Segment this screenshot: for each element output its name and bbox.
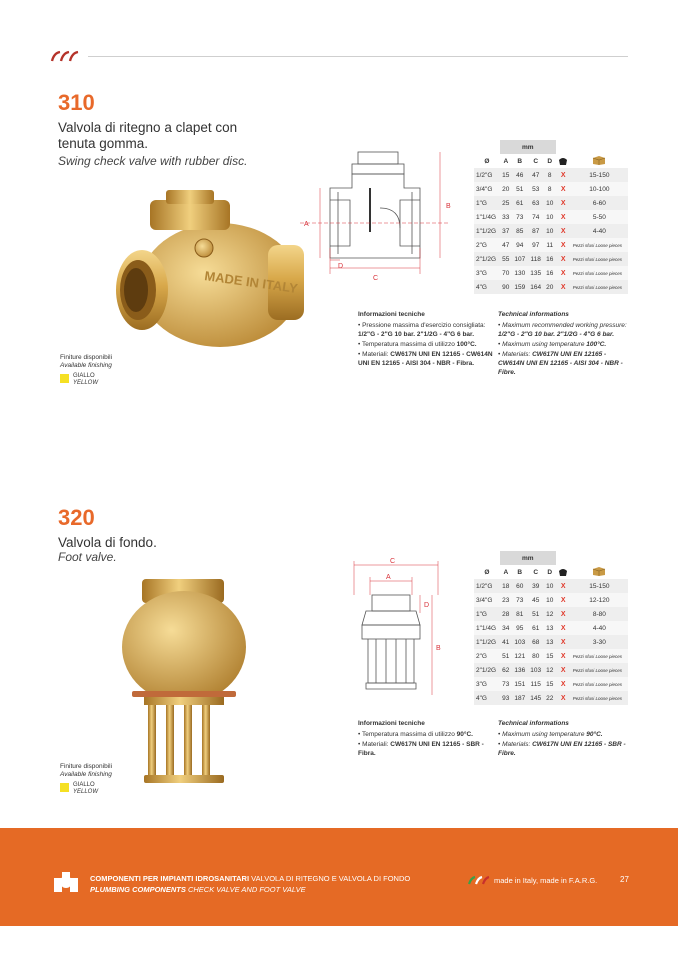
table-cell: 121 xyxy=(512,649,528,663)
col-header-bag-icon xyxy=(556,154,571,168)
tech-info-label: Materials: xyxy=(502,351,531,358)
table-cell: 164 xyxy=(528,280,544,294)
stamp-text: MADE IN ITALY xyxy=(203,268,299,297)
table-cell: 37 xyxy=(500,224,512,238)
yellow-swatch xyxy=(60,374,69,383)
table-cell: 61 xyxy=(528,621,544,635)
table-cell: Pezzi sfusi Loose pieces xyxy=(571,677,628,691)
table-cell: 10 xyxy=(544,224,556,238)
table-cell: X xyxy=(556,607,571,621)
bullet: • xyxy=(358,731,362,738)
table-cell: 118 xyxy=(528,252,544,266)
table-cell: X xyxy=(556,691,571,705)
table-cell: 73 xyxy=(512,593,528,607)
table-cell: 10-100 xyxy=(571,182,628,196)
footer-category-en-bold: PLUMBING COMPONENTS xyxy=(90,885,186,894)
col-header-b: B xyxy=(512,154,528,168)
bullet: • xyxy=(498,351,503,358)
product-code: 310 xyxy=(58,90,95,115)
table-cell: 93 xyxy=(500,691,512,705)
swatch-label-en: YELLOW xyxy=(73,789,99,795)
finish-swatch-yellow xyxy=(60,782,98,796)
tech-info-value: 100°C. xyxy=(586,341,607,348)
table-cell: 97 xyxy=(528,238,544,252)
tech-info-en xyxy=(498,310,634,378)
tech-info-item xyxy=(358,350,494,368)
bullet: • xyxy=(358,351,363,358)
page-number: 27 xyxy=(620,875,629,884)
tech-info-label: Temperatura massima di utilizzo xyxy=(361,731,455,738)
tech-title-it: Informazioni tecniche xyxy=(358,720,425,727)
col-header-diameter: Ø xyxy=(474,565,500,579)
bullet: • xyxy=(498,341,503,348)
table-cell: 81 xyxy=(512,607,528,621)
footer-category-en xyxy=(90,885,306,894)
table-cell: 3"G xyxy=(474,266,500,280)
col-header-c: C xyxy=(528,565,544,579)
tech-info-label: Materiali: xyxy=(362,741,389,748)
table-cell: 94 xyxy=(512,238,528,252)
table-cell: 90 xyxy=(500,280,512,294)
unit-row xyxy=(474,140,628,154)
table-cell: 28 xyxy=(500,607,512,621)
col-header-b: B xyxy=(512,565,528,579)
col-header-a: A xyxy=(500,154,512,168)
table-cell: 39 xyxy=(528,579,544,593)
table-cell: 63 xyxy=(528,196,544,210)
tech-title-it: Informazioni tecniche xyxy=(358,311,425,318)
header-row xyxy=(474,565,628,579)
table-cell: X xyxy=(556,224,571,238)
unit-header: mm xyxy=(500,140,556,154)
table-cell: X xyxy=(556,635,571,649)
box-icon xyxy=(592,155,606,165)
table-cell: 107 xyxy=(512,252,528,266)
bullet: • xyxy=(358,741,363,748)
tech-info-label: Temperatura massima di utilizzo xyxy=(361,341,455,348)
bag-icon xyxy=(558,567,568,576)
col-header-box-icon xyxy=(571,154,628,168)
table-cell: X xyxy=(556,168,571,182)
tech-info-it xyxy=(358,719,494,759)
swatch-label-it: GIALLO xyxy=(73,373,95,379)
table-row xyxy=(474,196,628,210)
table-cell: 16 xyxy=(544,266,556,280)
table-row xyxy=(474,649,628,663)
table-cell: 3/4"G xyxy=(474,182,500,196)
table-cell: 12 xyxy=(544,663,556,677)
table-cell: 15 xyxy=(544,649,556,663)
table-cell: 2"G xyxy=(474,238,500,252)
table-cell: 70 xyxy=(500,266,512,280)
tech-info-value: 1/2"G - 2"G 10 bar. 2"1/2G - 4"G 6 bar. xyxy=(358,331,475,338)
tech-info-value: CW617N UNI EN 12165 - SBR - Fibra. xyxy=(358,741,484,757)
table-cell: 1/2"G xyxy=(474,168,500,182)
table-cell: X xyxy=(556,196,571,210)
tech-info-item xyxy=(358,340,494,349)
bullet: • xyxy=(498,741,503,748)
table-cell: 159 xyxy=(512,280,528,294)
table-cell: 20 xyxy=(544,280,556,294)
table-cell: X xyxy=(556,579,571,593)
made-in-text: made in Italy, made in F.A.R.G. xyxy=(494,875,598,885)
table-cell: X xyxy=(556,280,571,294)
table-cell: 8-80 xyxy=(571,607,628,621)
tech-info-item xyxy=(498,321,634,339)
table-cell: 95 xyxy=(512,621,528,635)
table-cell: 136 xyxy=(512,663,528,677)
table-row xyxy=(474,593,628,607)
finish-swatch-yellow xyxy=(60,373,98,387)
table-cell: 51 xyxy=(528,607,544,621)
table-cell: 73 xyxy=(500,677,512,691)
col-header-box-icon xyxy=(571,565,628,579)
table-cell: 16 xyxy=(544,252,556,266)
table-cell: 61 xyxy=(512,196,528,210)
table-cell: 187 xyxy=(512,691,528,705)
table-row xyxy=(474,224,628,238)
table-cell: X xyxy=(556,182,571,196)
tech-info-value: CW617N UNI EN 12165 - CW614N UNI EN 12165 - AISI 304 - NBR - Fibra. xyxy=(358,351,493,367)
table-cell: 87 xyxy=(528,224,544,238)
table-cell: Pezzi sfusi Loose pieces xyxy=(571,266,628,280)
table-cell: 18 xyxy=(500,579,512,593)
tech-info-value: 1/2"G - 2"G 10 bar. 2"1/2G - 4"G 6 bar. xyxy=(498,331,615,338)
table-cell: 6-60 xyxy=(571,196,628,210)
product-310 xyxy=(0,90,678,490)
table-cell: 45 xyxy=(528,593,544,607)
swatch-label-en: YELLOW xyxy=(73,380,99,386)
table-cell: 1"1/2G xyxy=(474,635,500,649)
table-cell: 47 xyxy=(500,238,512,252)
table-row xyxy=(474,168,628,182)
table-cell: 68 xyxy=(528,635,544,649)
product-name-en: Swing check valve with rubber disc. xyxy=(58,154,248,168)
tech-info-en xyxy=(498,719,634,759)
table-row xyxy=(474,182,628,196)
table-cell: 85 xyxy=(512,224,528,238)
table-row xyxy=(474,635,628,649)
table-cell: 1"1/4G xyxy=(474,210,500,224)
finish-label-it: Finiture disponibili xyxy=(60,354,113,361)
table-cell: 4"G xyxy=(474,280,500,294)
swatch-label-it: GIALLO xyxy=(73,782,95,788)
col-header-a: A xyxy=(500,565,512,579)
dim-label-a: A xyxy=(386,574,391,581)
table-cell: X xyxy=(556,677,571,691)
table-cell: 12 xyxy=(544,607,556,621)
table-cell: Pezzi sfusi Loose pieces xyxy=(571,663,628,677)
table-cell: 11 xyxy=(544,238,556,252)
tech-title-en: Technical informations xyxy=(498,311,569,318)
yellow-swatch xyxy=(60,783,69,792)
table-cell: X xyxy=(556,266,571,280)
dim-label-d: D xyxy=(338,263,344,270)
table-cell: X xyxy=(556,621,571,635)
table-cell: 103 xyxy=(528,663,544,677)
table-cell: 13 xyxy=(544,621,556,635)
table-cell: 2"1/2G xyxy=(474,663,500,677)
table-cell: 103 xyxy=(512,635,528,649)
unit-header: mm xyxy=(500,551,556,565)
tech-info-value: CW617N UNI EN 12165 - SBR - Fibre. xyxy=(498,741,626,757)
table-cell: 10 xyxy=(544,196,556,210)
table-cell: 135 xyxy=(528,266,544,280)
technical-drawing-310 xyxy=(300,148,460,288)
tech-info-value: CW617N UNI EN 12165 - CW614N UNI EN 12165 - AISI 304 - NBR - Fibre. xyxy=(498,351,623,376)
tech-info-item xyxy=(498,340,634,349)
table-cell: 60 xyxy=(512,579,528,593)
table-cell: 3/4"G xyxy=(474,593,500,607)
table-cell: Pezzi sfusi Loose pieces xyxy=(571,649,628,663)
tech-info-label: Materials: xyxy=(502,741,531,748)
fitting-icon xyxy=(50,868,82,896)
dim-label-b: B xyxy=(446,203,451,210)
header-divider xyxy=(88,56,628,57)
made-in-italy xyxy=(468,875,597,885)
table-row xyxy=(474,691,628,705)
table-cell: 51 xyxy=(500,649,512,663)
col-header-d: D xyxy=(544,565,556,579)
bullet: • xyxy=(358,322,363,329)
table-cell: 1"1/2G xyxy=(474,224,500,238)
table-cell: 80 xyxy=(528,649,544,663)
dim-label-c: C xyxy=(373,275,379,282)
bullet: • xyxy=(498,322,503,329)
table-cell: 53 xyxy=(528,182,544,196)
footer-category-it-bold: COMPONENTI PER IMPIANTI IDROSANITARI xyxy=(90,874,250,883)
table-cell: 1"G xyxy=(474,607,500,621)
tech-info-label: Materiali: xyxy=(362,351,389,358)
table-cell: 8 xyxy=(544,168,556,182)
tech-title-en: Technical informations xyxy=(498,720,569,727)
tech-info-item xyxy=(498,350,634,377)
table-cell: 34 xyxy=(500,621,512,635)
table-cell: 10 xyxy=(544,210,556,224)
dim-label-a: A xyxy=(304,221,309,228)
brand-logo-icon xyxy=(50,50,80,62)
finish-label-en: Available finishing xyxy=(60,771,112,778)
italy-flag-swoosh-icon xyxy=(468,875,490,885)
table-cell: 20 xyxy=(500,182,512,196)
finish-label xyxy=(60,763,112,779)
table-cell: 4-40 xyxy=(571,621,628,635)
tech-info-label: Maximum using temperature xyxy=(502,341,585,348)
col-header-diameter: Ø xyxy=(474,154,500,168)
tech-info-item xyxy=(498,730,634,739)
table-cell: 13 xyxy=(544,635,556,649)
finish-label-it: Finiture disponibili xyxy=(60,763,113,770)
tech-info-label: Maximum recommended working pressure: xyxy=(502,322,627,329)
table-cell: X xyxy=(556,649,571,663)
technical-drawing-320 xyxy=(340,555,450,705)
box-icon xyxy=(592,566,606,576)
bullet: • xyxy=(498,731,503,738)
table-cell: 4-40 xyxy=(571,224,628,238)
table-cell: 15-150 xyxy=(571,168,628,182)
table-cell: 12-120 xyxy=(571,593,628,607)
table-cell: X xyxy=(556,663,571,677)
table-cell: 3-30 xyxy=(571,635,628,649)
footer-category-it xyxy=(90,874,410,883)
table-cell: 25 xyxy=(500,196,512,210)
table-cell: 15 xyxy=(544,677,556,691)
table-cell: Pezzi sfusi Loose pieces xyxy=(571,691,628,705)
footer-bar xyxy=(0,828,678,926)
table-cell: X xyxy=(556,238,571,252)
table-cell: 74 xyxy=(528,210,544,224)
dim-label-b: B xyxy=(436,645,441,652)
product-name-it: Valvola di fondo. xyxy=(58,535,157,550)
table-cell: 10 xyxy=(544,593,556,607)
tech-info-label: Maximum using temperature xyxy=(502,731,585,738)
finish-label-en: Available finishing xyxy=(60,362,112,369)
header-row xyxy=(474,154,628,168)
table-cell: 15-150 xyxy=(571,579,628,593)
table-cell: X xyxy=(556,210,571,224)
col-header-bag-icon xyxy=(556,565,571,579)
table-cell: 46 xyxy=(512,168,528,182)
table-cell: 130 xyxy=(512,266,528,280)
table-row xyxy=(474,252,628,266)
tech-info-value: 90°C. xyxy=(586,731,603,738)
foot-valve-photo xyxy=(118,577,258,787)
footer-category-en-rest: CHECK VALVE AND FOOT VALVE xyxy=(187,885,306,894)
bullet: • xyxy=(358,341,362,348)
spec-table-320 xyxy=(474,551,628,705)
product-320 xyxy=(0,505,678,825)
tech-info-value: 90°C. xyxy=(456,731,473,738)
table-row xyxy=(474,210,628,224)
table-cell: X xyxy=(556,252,571,266)
table-cell: 1"1/4G xyxy=(474,621,500,635)
table-row xyxy=(474,621,628,635)
tech-info-item xyxy=(358,730,494,739)
table-cell: 4"G xyxy=(474,691,500,705)
table-row xyxy=(474,280,628,294)
table-row xyxy=(474,266,628,280)
table-cell: 33 xyxy=(500,210,512,224)
tech-info-it xyxy=(358,310,494,369)
spec-table-310 xyxy=(474,140,628,294)
table-cell: 55 xyxy=(500,252,512,266)
col-header-d: D xyxy=(544,154,556,168)
dim-label-c: C xyxy=(390,558,396,565)
bag-icon xyxy=(558,156,568,165)
table-cell: 47 xyxy=(528,168,544,182)
finish-label xyxy=(60,354,112,370)
table-cell: 151 xyxy=(512,677,528,691)
table-cell: 51 xyxy=(512,182,528,196)
table-cell: 22 xyxy=(544,691,556,705)
table-cell: 145 xyxy=(528,691,544,705)
table-cell: Pezzi sfusi Loose pieces xyxy=(571,280,628,294)
table-cell: 2"G xyxy=(474,649,500,663)
table-row xyxy=(474,607,628,621)
product-code: 320 xyxy=(58,505,95,530)
table-row xyxy=(474,663,628,677)
table-cell: 15 xyxy=(500,168,512,182)
unit-row xyxy=(474,551,628,565)
table-cell: 8 xyxy=(544,182,556,196)
tech-info-label: Pressione massima d'esercizio consigliata: xyxy=(362,322,486,329)
table-cell: 1"G xyxy=(474,196,500,210)
table-cell: 5-50 xyxy=(571,210,628,224)
table-cell: 62 xyxy=(500,663,512,677)
tech-info-item xyxy=(358,321,494,339)
table-row xyxy=(474,579,628,593)
table-row xyxy=(474,677,628,691)
table-cell: 23 xyxy=(500,593,512,607)
dim-label-d: D xyxy=(424,602,430,609)
table-cell: 115 xyxy=(528,677,544,691)
table-cell: Pezzi sfusi Loose pieces xyxy=(571,238,628,252)
table-cell: 1/2"G xyxy=(474,579,500,593)
col-header-c: C xyxy=(528,154,544,168)
table-cell: Pezzi sfusi Loose pieces xyxy=(571,252,628,266)
table-cell: 10 xyxy=(544,579,556,593)
tech-info-item xyxy=(358,740,494,758)
tech-info-item xyxy=(498,740,634,758)
table-cell: 3"G xyxy=(474,677,500,691)
table-cell: 73 xyxy=(512,210,528,224)
tech-info-value: 100°C. xyxy=(456,341,477,348)
product-name-it: Valvola di ritegno a clapet con tenuta gomma. xyxy=(58,120,238,151)
table-row xyxy=(474,238,628,252)
product-name-en: Foot valve. xyxy=(58,550,117,564)
table-cell: X xyxy=(556,593,571,607)
footer-category-it-rest: VALVOLA DI RITEGNO E VALVOLA DI FONDO xyxy=(251,874,411,883)
table-cell: 41 xyxy=(500,635,512,649)
table-cell: 2"1/2G xyxy=(474,252,500,266)
